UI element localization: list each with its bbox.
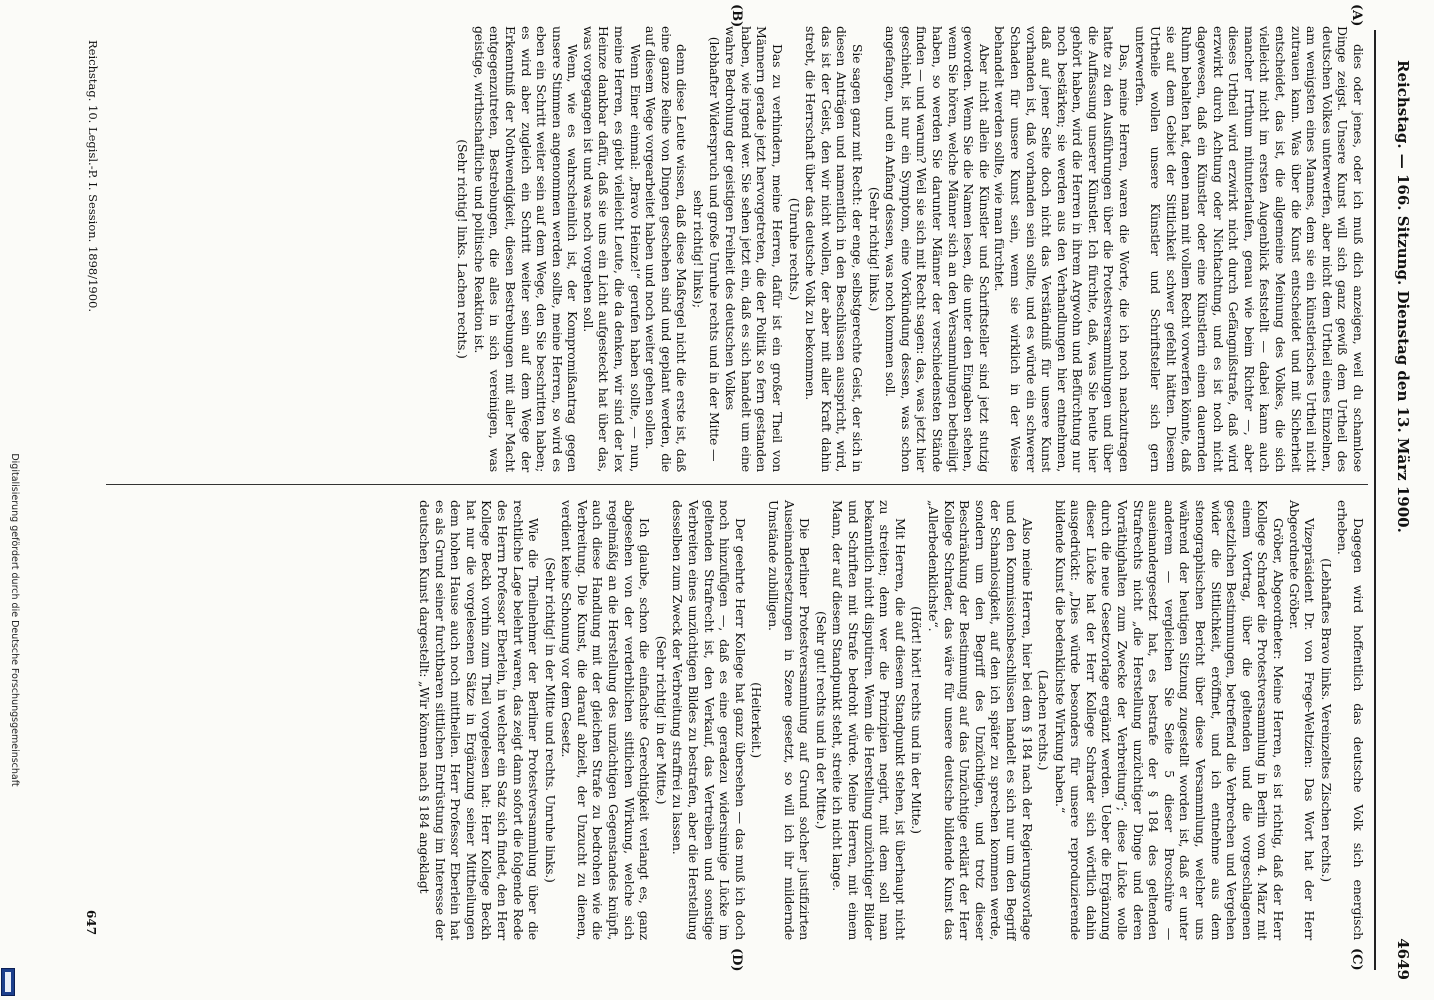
paragraph: dies oder jenes, oder ich muß dich anzeigen, weil du schamlose Dinge zeigst. Unsere Kunst will sich ganz gewiß dem Urtheil des deutschen Volkes unterwerfen, aber nicht dem Urtheil eines Einzelnen, am wenigsten eines Mannes, dem sie ein künstlerisches Urtheil nicht zutrauen kann. Was über die Kunst entscheidet und mit Sicherheit entscheidet, das ist, die allgemeine Meinung des Volkes, die sich vielleicht nicht im ersten Augenblick feststellt — dabei kann auch mancher Irrthum mitunterlaufen, genau wie beim Richter —, aber dieses Urtheil wird erzwirkt nicht durch Gefängnißstrafe, daß wird erzwirkt durch Achtung oder Nichtachtung, und es ist noch nicht dagewesen, daß ein Künstler oder eine Künstlerin einen dauernden Ruhm behalten hat, denen man mit vollem Recht vorwerfen könnte, daß sie auf dem Gebiet der Sittlichkeit schwer gefehlt hätten. Diesem Urtheile wollen unsere Künstler und Schriftsteller sich gern unterwerfen.	[1132, 26, 1366, 472]
interjection: (Unruhe rechts.)	[786, 197, 802, 301]
interjection: (Sehr richtig! links. Lachen rechts.)	[455, 139, 471, 359]
margin-marker-c: (C)	[1349, 948, 1364, 971]
paragraph: Wenn Einer einmal: „Bravo Heinze!“ gerufen haben sollte, — nun, meine Herren, es giebt vielleicht Leute, die da denken, wir sind der lex Heinze dankbar dafür, daß sie uns ein Licht aufgesteckt hat über das, was vorgegangen ist und was noch vorgehen soll.	[580, 26, 643, 472]
header-title: Reichstag. — 166. Sitzung. Dienstag den 13. März 1900.	[1394, 60, 1412, 533]
interjection: (Sehr richtig! links.)	[866, 186, 882, 312]
paragraph: Ich glaube, schon die einfachste Gerechtigkeit verlangt es, ganz abgesehen von der verderblichen sittlichen Wirkung, welche sich regelmäßig an die Herstellung des unzüchtigen Gegenstandes knüpft, auch diese Handlung mit der gleichen Strafe zu bedrohen wie die Verbreitung. Die Kunst, die darauf abzielt, der Unzucht zu dienen, verdient keine Schonung vor dem Gesetz.	[559, 500, 653, 940]
interjection: (Hört! hört! rechts und in der Mitte.)	[909, 606, 925, 834]
digitization-sidebar	[6, 250, 18, 990]
interjection: (lebhafter Widerspruch und große Unruhe rechts und in der Mitte — sehr richtig! links);	[691, 36, 722, 462]
footer-session: Reichstag. 10. Legisl.-P. I. Session. 1898/1900.	[86, 40, 100, 313]
paragraph: Wenn, wie es wahrscheinlich ist, der Kompromißantrag gegen unsere Stimmen angenommen werden sollte, meine Herren, so wird es eben ein Schritt weiter sein auf dem Wege, den Sie beschritten haben; es wird aber zugleich ein Schritt weiter sein auf dem Wege der Erkenntniß der Nothwendigkeit, diesen Bestrebungen mit aller Macht entgegenzutreten, Bestrebungen, die alles in sich vereinigen, was geistige, wirthschaftliche und politische Reaktion ist.	[471, 26, 581, 472]
text-column-right	[416, 500, 1366, 940]
margin-marker-a: (A)	[1349, 4, 1364, 27]
interjection: (Lebhaftes Bravo links. Vereinzeltes Zischen rechts.)	[1318, 558, 1334, 882]
margin-marker-b: (B)	[729, 4, 744, 28]
footer-page-number: 647	[84, 910, 98, 936]
paragraph: Dagegen wird hoffentlich das deutsche Volk sich energisch erheben.	[1335, 500, 1366, 940]
interjection: (Sehr richtig! in der Mitte und rechts. Unruhe links.)	[542, 557, 558, 883]
paragraph: Das, meine Herren, waren die Worte, die ich noch nachzutragen hatte zu den Ausführungen über die Protestversammlungen und über die Auffassung unserer Künstler. Ich fürchte, daß, was Sie heute hier gehört haben, wird die Herren in ihrem Argwohn und Befürchtung nur noch bestärken; sie werden aus den Verhandlungen hier entnehmen, daß auf jener Seite doch nicht das Verständniß für unsere Kunst vorhanden ist, daß vorhanden sein sollte, und es würde ein schwerer Schaden für unsere Kunst sein, wenn sie wirklich in der Weise behandelt werden sollte, wie man fürchtet.	[992, 26, 1133, 472]
paragraph: denn diese Leute wissen, daß diese Maßregel nicht die erste ist, daß eine ganze Reihe von Dingen geschehen sind und geplant werden, die auf diesem Wege vorgearbeitet haben und noch weiter gehen sollen.	[643, 26, 690, 472]
paragraph: Wie die Theilnehmer der Berliner Protestversammlung über die rechtliche Lage belehrt waren, das zeigt dann sofort die folgende Rede des Herrn Professor Eberlein, in welcher ein Satz sich findet, den Herr Kollege Beckh vorhin zum Theil vorgelesen hat: Herr Kollege Beckh hat nur die vorgelesenen Sätze in Ergänzung seiner Mittheilungen dem hohen Hause auch noch mittheilen. Herr Professor Eberlein hat es als Grund seiner furchtbaren sittlichen Entrüstung im Interesse der deutschen Kunst dargestellt: „Wir können nach § 184 angeklagt	[416, 500, 542, 940]
paragraph: Vizepräsident Dr. von Frege-Weltzien: Das Wort hat der Herr Abgeordnete Gröber.	[1286, 500, 1318, 940]
margin-marker-d: (D)	[729, 948, 744, 972]
interjection: (Sehr gut! rechts und in der Mitte.)	[813, 610, 829, 830]
dfg-logo-icon	[1, 968, 15, 996]
column-divider	[106, 484, 1368, 485]
paragraph: Der geehrte Herr Kollege hat ganz übersehen — das muß ich doch noch hinzufügen —, daß es eine geradezu widersinnige Lücke im geltenden Strafrecht ist, den Verkauf, das Vertreiben und sonstige Verbreiten eines unzüchtigen Bildes zu bestrafen, aber die Herstellung desselben zum Zweck der Verbreitung straffrei zu lassen.	[670, 500, 748, 940]
paragraph: Also meine Herren, hier bei dem § 184 nach der Regierungsvorlage und den Kommissionsbeschlüssen handelt es sich nur um den Begriff der Schamlosigkeit, auf den ich später zu sprechen kommen werde, sondern um den Begriff des Unzüchtigen, und trotz dieser Beschränkung der Bestimmung auf das Unzüchtige erklärt der Herr Kollege Schrader, das wäre für unsere deutsche bildende Kunst das „Allerbedenklichste“.	[925, 500, 1035, 940]
running-header	[1382, 60, 1418, 980]
paragraph: Sie sagen ganz mit Recht: der enge, selbstgerechte Geist, der sich in diesen Anträgen und namentlich in den Beschlüssen ausspricht, wird, das ist der Geist, den wir nicht wollen, der aber mit aller Kraft dahin strebt, die Herrschaft über das deutsche Volk zu bekommen.	[803, 26, 865, 472]
header-rule	[1374, 30, 1376, 970]
digitization-credit: Digitalisierung gefördert durch die Deutsche Forschungsgemeinschaft	[9, 453, 20, 787]
interjection: (Sehr richtig! in der Mitte.)	[653, 635, 669, 805]
paragraph: Das zu verhindern, meine Herren, dafür ist ein großer Theil von Männern gerade jetzt hervorgetreten, die der Politik so fern gestanden haben, wie irgend wer. Sie sehen jetzt ein, daß es sich handelt um eine wahre Bedrohung der geistigen Freiheit des deutschen Volkes	[723, 26, 786, 472]
paragraph: Die Berliner Protestversammlung auf Grund solcher justifizirten Auseinandersetzungen in Szene gesetzt, so will ich ihr mildernde Umstände zubilligen.	[766, 500, 813, 940]
paragraph: Mit Herren, die auf diesem Standpunkt stehen, ist überhaupt nicht zu streiten; denn wer die Prinzipien negirt, mit dem soll man bekanntlich nicht disputiren. Wenn die Herstellung unzüchtiger Bilder und Schriften mit Strafe bedroht würde. Meine Herren, mit einem Mann, der auf diesem Standpunkt steht, streite ich nicht lange.	[830, 500, 908, 940]
paragraph: Aber nicht allein die Künstler und Schriftsteller sind jetzt stutzig geworden. Wenn Sie die Namen lesen, die unter den Eingaben stehen, wenn Sie hören, welche Männer sich an den Versammlungen betheiligt haben, so werden Sie darunter Männer der verschiedensten Stände finden — und warum? Weil sie sich mit Recht sagen: das, was jetzt hier geschieht, ist nur ein Symptom, eine Vorkündung dessen, was schon angefangen, und ein Anfang dessen, was noch kommen soll.	[883, 26, 992, 472]
text-column-left	[454, 26, 1366, 472]
interjection: (Heiterkeit.)	[749, 682, 765, 758]
interjection: (Lachen rechts.)	[1036, 669, 1052, 771]
header-page-number: 4649	[1394, 938, 1412, 980]
paragraph: Gröber, Abgeordneter: Meine Herren, es ist richtig, daß der Herr Kollege Schrader die Protestversammlung in Berlin vom 4. März mit einem Vortrag, über die geltenden und die vorgeschlagenen gesetzlichen Bestimmungen, betreffend die Verbrechen und Vergehen wider die Sittlichkeit, eröffnet, und ich entnehme aus dem stenographischen Bericht über diese Versammlung, welcher uns während der heutigen Sitzung zugestellt worden ist, daß er unter anderem — vergleichen Sie Seite 5 dieser Broschüre — auseinandergesetzt hat, es bestrafe der § 184 des geltenden Strafrechts nicht „die Herstellung unzüchtiger Dinge und deren Vorräthighalten zum Zwecke der Verbreitung“; diese Lücke wolle durch die neue Gesetzvorlage ergänzt werden. Ueber die Ergänzung dieser Lücke hat der Herr Kollege Schrader sich wörtlich dahin ausgedrückt: „Dies würde besonders für unsere reproduzierende bildende Kunst die bedenklichste Wirkung haben.“	[1052, 500, 1287, 940]
